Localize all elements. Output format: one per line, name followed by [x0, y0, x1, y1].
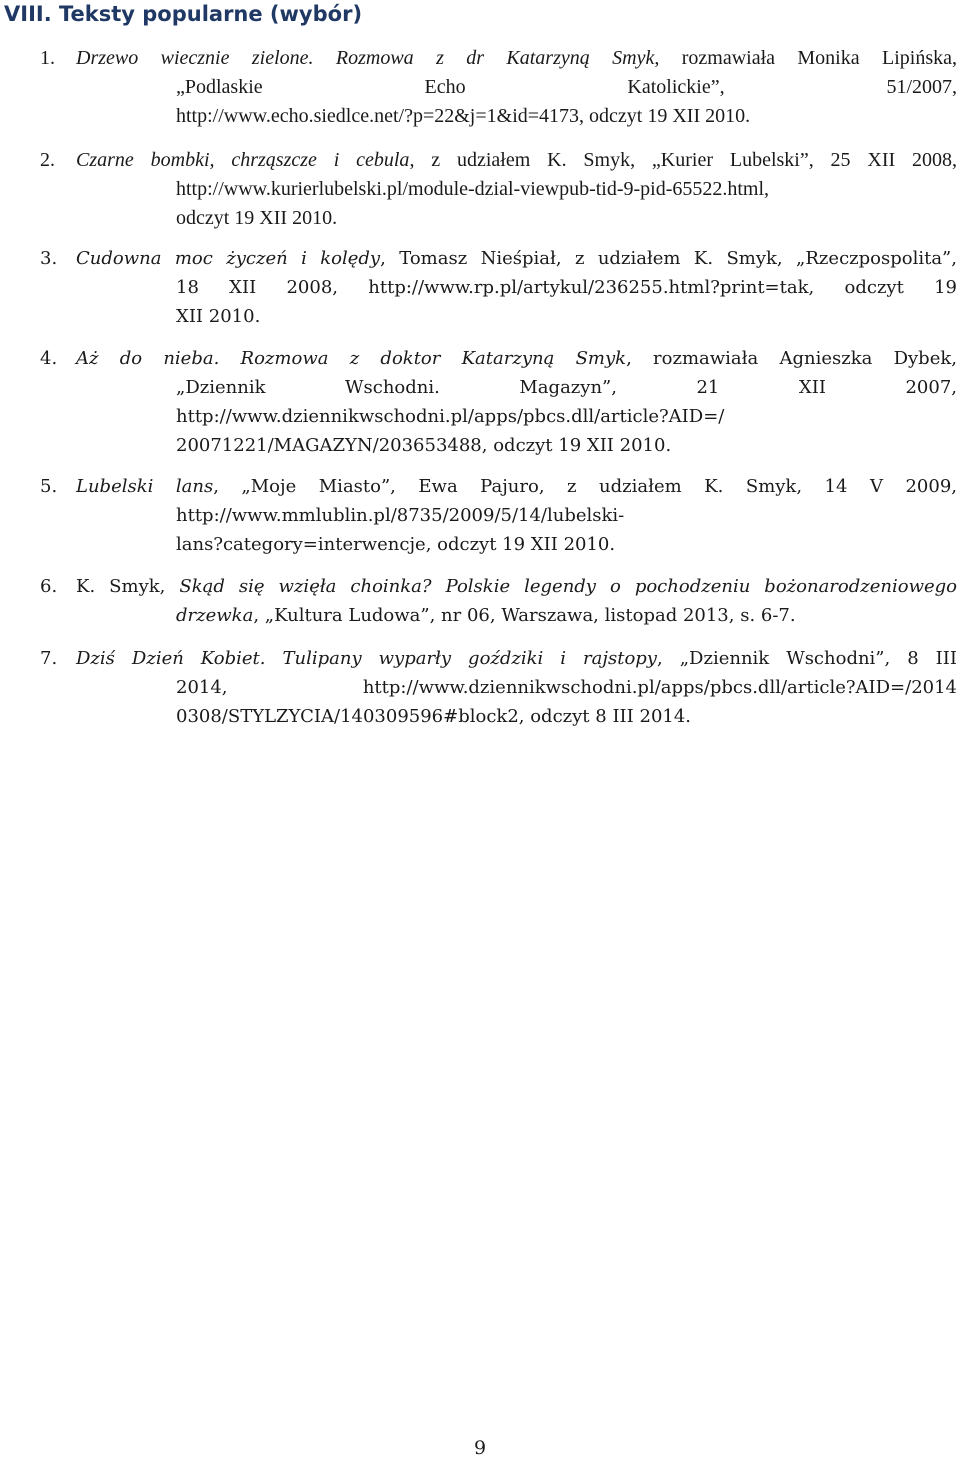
entry-line [76, 644, 957, 673]
entry-plain-text: , rozmawiała Agnieszka Dybek, [626, 348, 957, 369]
page-number: 9 [473, 1437, 487, 1459]
entry-plain-text: , rozmawiała Monika Lipińska, [654, 47, 957, 69]
entry-number: 6. [40, 576, 58, 597]
entry-title-text: drzewka [176, 605, 254, 626]
entry-line [176, 601, 957, 630]
entry-plain-text: 20071221/MAGAZYN/203653488, odczyt 19 XII 2010. [176, 435, 672, 456]
entry-line [176, 402, 957, 431]
entry-line [176, 175, 957, 204]
entry-title-text: Cudowna moc życzeń i kolędy [76, 248, 381, 269]
entry-text [76, 44, 957, 131]
entry-plain-text: , „Dziennik Wschodni”, 8 III [656, 648, 958, 669]
entry-number: 3. [40, 248, 58, 269]
entry-number: 5. [40, 476, 58, 497]
entry-title-text: Aż do nieba. Rozmowa z doktor Katarzyną Smyk [76, 348, 627, 369]
entry-plain-text: , „Moje Miasto”, Ewa Pajuro, z udziałem K. Smyk, 14 V 2009, [213, 476, 957, 497]
entry-text [76, 572, 958, 630]
entry-text [76, 644, 958, 731]
entry-line [176, 673, 957, 702]
entry-plain-text: , Tomasz Nieśpiał, z udziałem K. Smyk, „Rzeczpospolita”, [380, 248, 957, 269]
entry-line [76, 244, 957, 273]
entry-line [76, 146, 957, 175]
entry-plain-text: lans?category=interwencje, odczyt 19 XII 2010. [176, 534, 616, 555]
entry-plain-text: http://www.dziennikwschodni.pl/apps/pbcs.dll/article?AID=/ [176, 406, 725, 427]
entry-number: 4. [40, 348, 58, 369]
entry-plain-text: 0308/STYLZYCIA/140309596#block2, odczyt 8 III 2014. [176, 706, 692, 727]
entry-line [76, 344, 957, 373]
entry-line [76, 44, 957, 73]
entry-line [76, 472, 957, 501]
entry-line [176, 204, 957, 233]
entry-plain-text: odczyt 19 XII 2010. [176, 207, 338, 229]
entry-plain-text: XII 2010. [176, 306, 261, 327]
entry-plain-text: http://www.mmlublin.pl/8735/2009/5/14/lubelski- [176, 505, 625, 526]
entry-plain-text: 18 XII 2008, http://www.rp.pl/artykul/236255.html?print=tak, odczyt 19 [176, 277, 957, 298]
entry-plain-text: K. Smyk, [76, 576, 180, 597]
entry-title-text: Drzewo wiecznie zielone. Rozmowa z dr Katarzyną Smyk [76, 47, 655, 69]
entry-line [176, 501, 957, 530]
entry-plain-text: http://www.echo.siedlce.net/?p=22&j=1&id=4173, odczyt 19 XII 2010. [176, 105, 751, 127]
entry-text [76, 472, 957, 559]
entry-text [76, 344, 957, 460]
entry-title-text: Skąd się wzięła choinka? Polskie legendy o pochodzeniu bożonarodzeniowego [179, 576, 958, 597]
entry-plain-text: 2014, http://www.dziennikwschodni.pl/apps/pbcs.dll/article?AID=/2014 [176, 677, 957, 698]
entry-line [176, 102, 957, 131]
entry-number: 1. [40, 47, 55, 69]
entry-number: 7. [40, 648, 58, 669]
entry-plain-text: „Podlaskie Echo Katolickie”, 51/2007, [176, 76, 957, 98]
entry-line [176, 530, 957, 559]
entry-number: 2. [40, 149, 55, 171]
entry-plain-text: , z udziałem K. Smyk, „Kurier Lubelski”, 25 XII 2008, [409, 149, 957, 171]
entry-line [176, 73, 957, 102]
entry-title-text: Czarne bombki, chrząszcze i cebula [76, 149, 410, 171]
entry-line [176, 373, 957, 402]
entry-line [176, 273, 957, 302]
entry-plain-text: „Dziennik Wschodni. Magazyn”, 21 XII 2007, [176, 377, 957, 398]
entry-plain-text: , „Kultura Ludowa”, nr 06, Warszawa, listopad 2013, s. 6-7. [253, 605, 796, 626]
entry-line [76, 572, 957, 601]
entry-text [76, 244, 957, 331]
entry-plain-text: http://www.kurierlubelski.pl/module-dzial-viewpub-tid-9-pid-65522.html, [176, 178, 770, 200]
entry-title-text: Dziś Dzień Kobiet. Tulipany wyparły goździki i rajstopy [76, 648, 657, 669]
entry-title-text: Lubelski lans [76, 476, 214, 497]
entry-text [76, 146, 957, 233]
entry-line [176, 302, 957, 331]
entry-line [176, 702, 957, 731]
section-heading: VIII. Teksty popularne (wybór) [4, 2, 363, 26]
entry-line [176, 431, 957, 460]
